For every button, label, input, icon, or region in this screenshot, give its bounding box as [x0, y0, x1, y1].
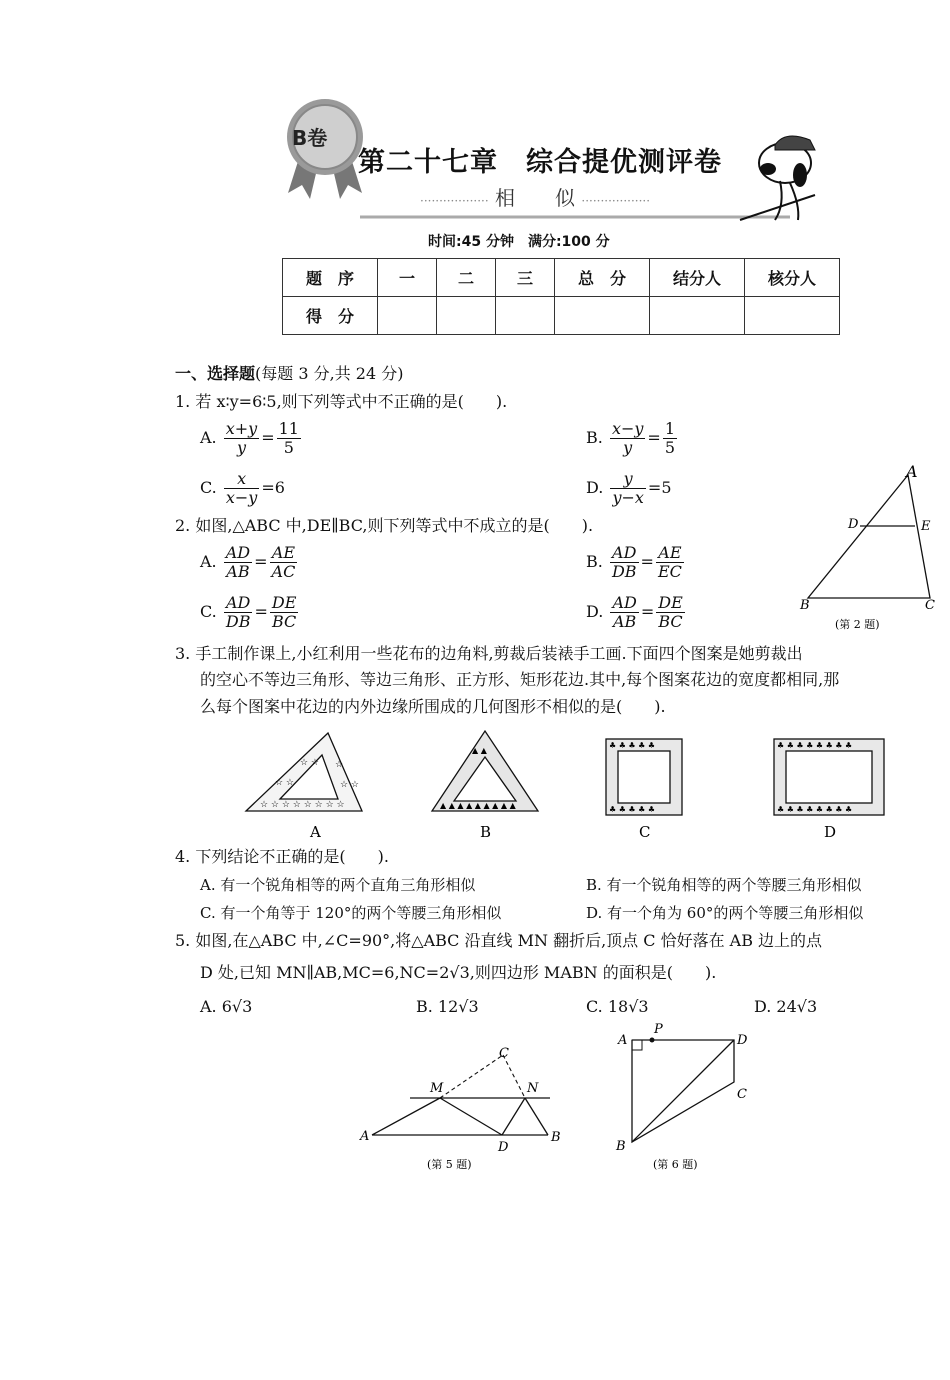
point-label: A	[360, 1129, 370, 1144]
pattern-c	[606, 739, 682, 815]
point-label: D	[737, 1033, 748, 1048]
table-row	[283, 259, 840, 297]
section-heading: 一、选择题(每题 3 分,共 24 分)	[175, 364, 404, 383]
pattern-b	[432, 731, 538, 811]
figure-q3-patterns	[240, 725, 900, 845]
point-label: C	[737, 1087, 747, 1102]
table-cell: 三	[496, 259, 555, 297]
pattern-label: D	[824, 823, 837, 841]
table-cell: 二	[437, 259, 496, 297]
page-subtitle: ·················· 相 似 ··················	[420, 186, 651, 210]
point-label: P	[654, 1022, 663, 1037]
figure-q2	[790, 460, 940, 635]
score-input-cell[interactable]	[496, 297, 555, 335]
table-cell: 得 分	[283, 297, 378, 335]
q2-option-c[interactable]: C. $\frac{AD}{DB}$ = $\frac{DE}{BC}$	[200, 593, 297, 631]
svg-text:☆ ☆: ☆ ☆	[340, 780, 359, 790]
question-2-stem: 2. 如图,△ABC 中,DE∥BC,则下列等式中不成立的是( ).	[175, 516, 594, 535]
table-row	[283, 297, 840, 335]
question-3-line-2: 的空心不等边三角形、等边三角形、正方形、矩形花边.其中,每个图案花边的宽度都相同,那	[200, 670, 840, 689]
score-table	[282, 258, 840, 335]
q1-option-b[interactable]: B. $\frac{x-y}{y}$ = $\frac{1}{5}$	[586, 419, 675, 457]
svg-text:▲ ▲ ▲ ▲ ▲ ▲ ▲ ▲ ▲: ▲ ▲ ▲ ▲ ▲ ▲ ▲ ▲ ▲	[440, 801, 516, 810]
q2-option-d[interactable]: D. $\frac{AD}{AB}$ = $\frac{DE}{BC}$	[586, 593, 683, 631]
q4-option-b[interactable]: B. 有一个锐角相等的两个等腰三角形相似	[586, 876, 862, 894]
table-cell: 题 序	[283, 259, 378, 297]
table-cell: 总 分	[555, 259, 650, 297]
svg-text:☆ ☆ ☆ ☆ ☆ ☆ ☆ ☆: ☆ ☆ ☆ ☆ ☆ ☆ ☆ ☆	[260, 800, 345, 810]
exam-meta: 时间:45 分钟 满分:100 分	[428, 234, 610, 250]
q1-option-c[interactable]: C. $\frac{x}{x-y}$ =6	[200, 469, 285, 507]
score-input-cell[interactable]	[378, 297, 437, 335]
score-input-cell[interactable]	[650, 297, 745, 335]
question-5-line-2: D 处,已知 MN∥AB,MC=6,NC=2√3,则四边形 MABN 的面积是( ).	[200, 963, 717, 982]
question-4-stem: 4. 下列结论不正确的是( ).	[175, 847, 389, 866]
svg-text:♣ ♣ ♣ ♣ ♣ ♣ ♣ ♣: ♣ ♣ ♣ ♣ ♣ ♣ ♣ ♣	[777, 741, 853, 750]
table-cell: 核分人	[745, 259, 840, 297]
point-label: A	[618, 1033, 628, 1048]
pattern-label: A	[310, 823, 321, 841]
figure-q6	[608, 1020, 758, 1175]
score-input-cell[interactable]	[437, 297, 496, 335]
q5-option-c[interactable]: C. 18√3	[586, 997, 649, 1016]
q1-option-d[interactable]: D. $\frac{y}{y-x}$ =5	[586, 469, 672, 507]
point-label: D	[498, 1140, 509, 1155]
q1-option-a[interactable]: A. $\frac{x+y}{y}$ = $\frac{11}{5}$	[200, 419, 299, 457]
badge-label: B卷	[292, 126, 328, 150]
cartoon-dog-icon	[740, 136, 815, 220]
q5-option-a[interactable]: A. 6√3	[200, 997, 253, 1016]
q4-option-d[interactable]: D. 有一个角为 60°的两个等腰三角形相似	[586, 904, 864, 922]
subtitle-text: 相 似	[495, 186, 576, 210]
question-3-line-1: 3. 手工制作课上,小红利用一些花布的边角料,剪裁后装裱手工画.下面四个图案是她剪裁出	[175, 644, 803, 663]
point-label: D	[848, 517, 859, 532]
question-3-line-3: 么每个图案中花边的内外边缘所围成的几何图形不相似的是( ).	[200, 697, 666, 716]
point-label: E	[921, 519, 931, 534]
score-input-cell[interactable]	[745, 297, 840, 335]
figure-caption: (第 5 题)	[427, 1158, 472, 1171]
point-label: N	[527, 1081, 539, 1096]
figure-caption: (第 6 题)	[653, 1158, 698, 1171]
q4-option-a[interactable]: A. 有一个锐角相等的两个直角三角形相似	[200, 876, 476, 894]
figure-caption: (第 2 题)	[835, 618, 880, 631]
q2-option-b[interactable]: B. $\frac{AD}{DB}$ = $\frac{AE}{EC}$	[586, 543, 682, 581]
point-label: B	[616, 1139, 626, 1154]
svg-text:♣ ♣ ♣ ♣ ♣: ♣ ♣ ♣ ♣ ♣	[609, 741, 656, 750]
point-label: C	[925, 598, 935, 613]
pattern-d	[774, 739, 884, 815]
svg-text:▲ ▲: ▲ ▲	[472, 746, 487, 755]
question-5-line-1: 5. 如图,在△ABC 中,∠C=90°,将△ABC 沿直线 MN 翻折后,顶点 C 恰好落在 AB 边上的点	[175, 931, 823, 950]
figure-q5	[355, 1040, 570, 1175]
question-1-stem: 1. 若 x∶y=6∶5,则下列等式中不正确的是( ).	[175, 392, 508, 411]
svg-text:☆: ☆	[335, 760, 344, 770]
svg-text:♣ ♣ ♣ ♣ ♣: ♣ ♣ ♣ ♣ ♣	[609, 805, 656, 814]
svg-text:☆ ☆: ☆ ☆	[300, 758, 319, 768]
table-cell: 结分人	[650, 259, 745, 297]
q5-option-b[interactable]: B. 12√3	[416, 997, 479, 1016]
point-label: M	[430, 1081, 444, 1096]
svg-text:♣ ♣ ♣ ♣ ♣ ♣ ♣ ♣: ♣ ♣ ♣ ♣ ♣ ♣ ♣ ♣	[777, 805, 853, 814]
point-label: C	[499, 1046, 509, 1061]
page-title: 第二十七章 综合提优测评卷	[358, 147, 722, 178]
score-input-cell[interactable]	[555, 297, 650, 335]
pattern-label: B	[480, 823, 492, 841]
q2-option-a[interactable]: A. $\frac{AD}{AB}$ = $\frac{AE}{AC}$	[200, 543, 296, 581]
point-label: B	[551, 1130, 561, 1145]
svg-text:☆ ☆: ☆ ☆	[275, 778, 294, 788]
q5-option-d[interactable]: D. 24√3	[754, 997, 818, 1016]
point-label: A	[906, 462, 918, 481]
q4-option-c[interactable]: C. 有一个角等于 120°的两个等腰三角形相似	[200, 904, 502, 922]
pattern-label: C	[639, 823, 651, 841]
pattern-a	[246, 733, 362, 811]
table-cell: 一	[378, 259, 437, 297]
point-label: B	[800, 598, 810, 613]
